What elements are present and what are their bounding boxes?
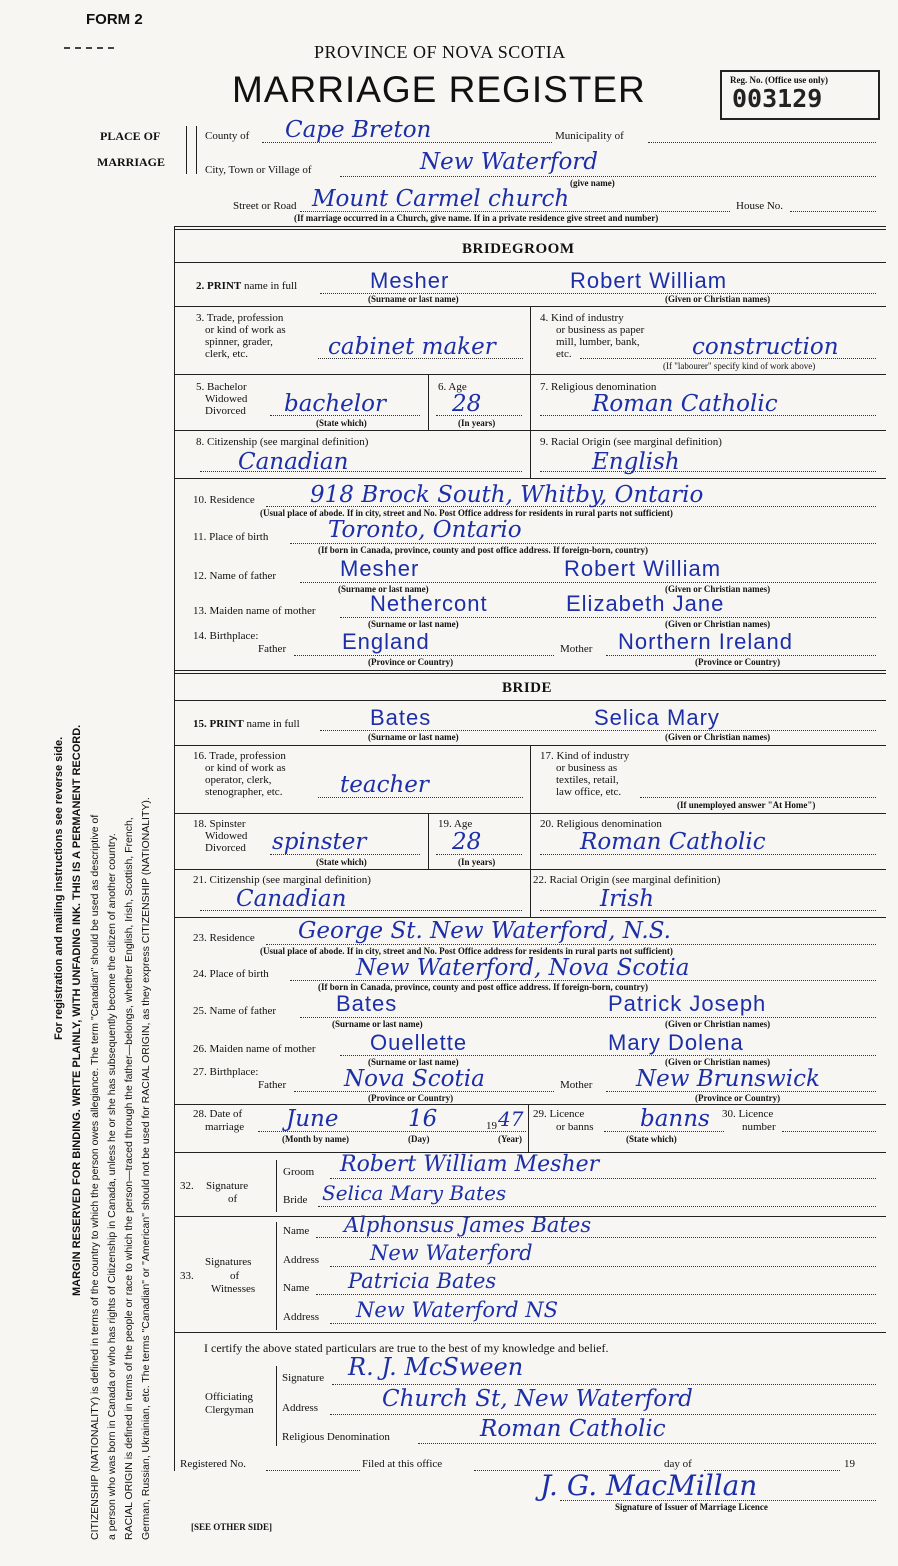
bride-status-note: (State which) [316, 857, 367, 867]
rule-m0 [174, 1104, 886, 1105]
city-line [340, 176, 876, 177]
issuer-signature: J. G. MacMillan [540, 1469, 758, 1502]
bride-surname-note: (Surname or last name) [368, 732, 459, 742]
groom-status-label-2: Widowed [205, 393, 248, 405]
witness-2-name: Patricia Bates [348, 1269, 497, 1293]
groom-bp-mother-label: Mother [560, 643, 593, 655]
groom-residence: 918 Brock South, Whitby, Ontario [310, 482, 704, 508]
groom-bp-mother-line [606, 655, 876, 656]
bride-racial-line [540, 910, 876, 911]
bride-bp-label: 27. Birthplace: [193, 1066, 259, 1078]
groom-bp-father-line [294, 655, 554, 656]
bride-status-label-2: Widowed [205, 830, 248, 842]
groom-birth: Toronto, Ontario [328, 517, 522, 543]
groom-given: Robert William [570, 268, 728, 293]
bride-father-surname-note: (Surname or last name) [332, 1019, 423, 1029]
bride-industry-label-1: 17. Kind of industry [540, 750, 630, 762]
groom-mother-surname-note: (Surname or last name) [368, 619, 459, 629]
margin-line-6: German, Russian, Ukrainian, etc. The terms "Canadian" or "American" should not be used for RACIAL ORIGIN, as they express CITIZENSHIP (NATIONALITY). [140, 797, 152, 1540]
year-note: (Year) [498, 1134, 522, 1144]
groom-sig-label: Groom [283, 1166, 315, 1178]
groom-father-given-note: (Given or Christian names) [665, 584, 771, 594]
licence-no-label-2: number [742, 1121, 776, 1133]
bride-bp-mother-note: (Province or Country) [695, 1093, 781, 1103]
bride-trade-label-1: 16. Trade, profession [193, 750, 286, 762]
page-title: MARRIAGE REGISTER [232, 69, 646, 110]
bride-surname: Bates [370, 705, 432, 730]
place-of-label: PLACE OF [100, 129, 161, 143]
bride-residence-line [266, 944, 876, 945]
groom-bp-father: England [342, 629, 430, 654]
city-label: City, Town or Village of [205, 164, 312, 176]
w2-name-line [316, 1294, 876, 1295]
groom-father-label: 12. Name of father [193, 570, 277, 582]
groom-bp-father-note: (Province or Country) [368, 657, 454, 667]
groom-industry: construction [692, 334, 839, 360]
groom-bp-mother: Northern Ireland [618, 629, 793, 654]
vrule-b4b [530, 813, 531, 869]
clergy-address-line [330, 1414, 876, 1415]
bride-father-given: Patrick Joseph [608, 991, 767, 1016]
groom-birth-note: (If born in Canada, province, county and post office address. If foreign-born, country) [318, 545, 649, 555]
clergy-address-label: Address [282, 1402, 319, 1414]
bride-industry-line [640, 797, 876, 798]
witness-1-address: New Waterford [370, 1241, 533, 1265]
bride-age: 28 [452, 829, 482, 855]
groom-trade-label-4: clerk, etc. [205, 348, 249, 360]
bride-sig-label: Bride [283, 1194, 308, 1206]
clergy-denom: Roman Catholic [480, 1416, 666, 1442]
rule-b0b [174, 673, 886, 674]
bride-mother-given: Mary Dolena [608, 1030, 744, 1055]
bride-birth-label: 24. Place of birth [193, 968, 269, 980]
marriage-year-prefix: 19 [486, 1120, 497, 1132]
margin-line-3: CITIZENSHIP (NATIONALITY) is defined in terms of the country to which the person owes allegiance. The term "Canadian" should be used as descriptive of [89, 814, 101, 1540]
street-value: Mount Carmel church [312, 186, 570, 212]
licence-no-line [782, 1131, 876, 1132]
bride-industry-label-3: textiles, retail, [556, 774, 619, 786]
vrule-b3 [530, 745, 531, 813]
place-brace-2 [196, 126, 197, 174]
groom-industry-note: (If "labourer" specify kind of work above) [663, 361, 816, 371]
groom-birth-line [290, 543, 876, 544]
groom-birth-label: 11. Place of birth [193, 531, 269, 543]
municipality-label: Municipality of [555, 130, 624, 142]
bride-sig-line [318, 1206, 876, 1207]
rule-b0 [174, 670, 886, 671]
groom-signature: Robert William Mesher [340, 1152, 600, 1177]
bride-name-line [320, 730, 876, 731]
house-line [790, 211, 876, 212]
clergy-signature: R. J. McSween [348, 1353, 524, 1381]
date-label-2: marriage [205, 1121, 245, 1133]
label-33: 33. [180, 1270, 194, 1282]
vrule-g3 [530, 306, 531, 374]
groom-industry-label-1: 4. Kind of industry [540, 312, 624, 324]
groom-father-surname: Mesher [340, 556, 420, 581]
bride-trade: teacher [340, 772, 429, 798]
marriage-label: MARRIAGE [97, 155, 165, 169]
groom-bp-label: 14. Birthplace: [193, 630, 259, 642]
issuer-line [560, 1500, 876, 1501]
groom-sig-line [330, 1178, 876, 1179]
registered-label: Registered No. [180, 1458, 246, 1470]
groom-mother-given-note: (Given or Christian names) [665, 619, 771, 629]
bride-signature: Selica Mary Bates [322, 1181, 507, 1205]
groom-status: bachelor [284, 391, 386, 417]
groom-status-note: (State which) [316, 418, 367, 428]
bride-mother-surname-note: (Surname or last name) [368, 1057, 459, 1067]
w1-name-label: Name [283, 1225, 310, 1237]
groom-trade-label-2: or kind of work as [205, 324, 286, 336]
clergy-brace [276, 1366, 277, 1446]
bride-age-label: 19. Age [438, 818, 473, 830]
groom-citizen: Canadian [238, 449, 349, 475]
margin-line-1: For registration and mailing instructions see reverse side. [53, 736, 65, 1040]
registered-line [266, 1470, 360, 1471]
bride-bp-father-note: (Province or Country) [368, 1093, 454, 1103]
groom-religion-label: 7. Religious denomination [540, 381, 657, 393]
sig-label-2: of [228, 1193, 238, 1205]
bride-bp-mother: New Brunswick [636, 1066, 820, 1092]
clergy-address: Church St, New Waterford [382, 1386, 693, 1412]
sig-label-1: Signature [206, 1180, 249, 1192]
clergy-denom-label: Religious Denomination [282, 1431, 390, 1443]
groom-surname-note: (Surname or last name) [368, 294, 459, 304]
bride-mother-line [340, 1055, 876, 1056]
house-label: House No. [736, 200, 784, 212]
groom-industry-label-3: mill, lumber, bank, [556, 336, 640, 348]
certify-text: I certify the above stated particulars are true to the best of my knowledge and belief. [204, 1341, 609, 1355]
municipality-line [648, 142, 876, 143]
w1-address-line [330, 1266, 876, 1267]
bride-trade-label-4: stenographer, etc. [205, 786, 283, 798]
clergy-denom-line [418, 1443, 876, 1444]
groom-given-note: (Given or Christian names) [665, 294, 771, 304]
month-note: (Month by name) [282, 1134, 349, 1144]
bride-bp-mother-label: Mother [560, 1079, 593, 1091]
groom-industry-label-2: or business as paper [556, 324, 645, 336]
groom-trade: cabinet maker [328, 334, 496, 360]
w2-address-label: Address [283, 1311, 320, 1323]
province-heading: PROVINCE OF NOVA SCOTIA [314, 42, 566, 62]
rule-g1 [174, 262, 886, 263]
vrule-m1 [528, 1104, 529, 1152]
groom-residence-note: (Usual place of abode. If in city, street and No. Post Office address for residents in rural parts not sufficient) [260, 508, 673, 518]
reg-no-box [720, 70, 880, 120]
frame-top [174, 226, 886, 227]
bride-status-label-1: 18. Spinster [193, 818, 246, 830]
year-label: 19 [844, 1458, 855, 1470]
bride-trade-label-2: or kind of work as [205, 762, 286, 774]
bride-mother-label: 26. Maiden name of mother [193, 1043, 316, 1055]
groom-status-label-1: 5. Bachelor [196, 381, 247, 393]
groom-mother-line [340, 617, 876, 618]
day-note: (Day) [408, 1134, 430, 1144]
bride-mother-surname: Ouellette [370, 1030, 468, 1055]
witness-1-name: Alphonsus James Bates [344, 1213, 592, 1237]
vrule-b4a [428, 813, 429, 869]
groom-bp-mother-note: (Province or Country) [695, 657, 781, 667]
sig-brace [276, 1160, 277, 1212]
wit-label-2: of [230, 1270, 240, 1282]
wit-brace [276, 1222, 277, 1330]
bride-religion-label: 20. Religious denomination [540, 818, 662, 830]
date-label-1: 28. Date of [193, 1108, 243, 1120]
bride-father-surname: Bates [336, 991, 398, 1016]
binding-margin [0, 0, 170, 1566]
groom-father-given: Robert William [564, 556, 722, 581]
marriage-year: 47 [498, 1107, 524, 1131]
groom-residence-label: 10. Residence [193, 494, 255, 506]
margin-line-4: a person who was born in Canada or who has rights of Citizenship in Canada, unless he or she has subsequently become the citizen of another country. [106, 833, 118, 1540]
bride-mother-given-note: (Given or Christian names) [665, 1057, 771, 1067]
county-label: County of [205, 130, 250, 142]
bride-given: Selica Mary [594, 705, 720, 730]
reg-no-label: Reg. No. (Office use only) [730, 75, 828, 85]
bride-given-note: (Given or Christian names) [665, 732, 771, 742]
clergy-label-1: Officiating [205, 1391, 254, 1403]
filed-label: Filed at this office [362, 1458, 443, 1470]
bride-bp-father: Nova Scotia [344, 1066, 485, 1092]
groom-father-line [300, 582, 876, 583]
groom-mother-surname: Nethercont [370, 591, 488, 616]
bride-citizen-label: 21. Citizenship (see marginal definition) [193, 874, 371, 886]
groom-trade-label-1: 3. Trade, profession [196, 312, 284, 324]
form-number: FORM 2 [86, 11, 143, 28]
margin-line-5: RACIAL ORIGIN is defined in terms of the people or race to which the person—traced through the father—belongs, whether English, Irish, Scottish, French, [123, 817, 135, 1540]
groom-father-surname-note: (Surname or last name) [338, 584, 429, 594]
bride-name-label: 15. PRINT name in full [193, 718, 300, 730]
clergy-label-2: Clergyman [205, 1404, 254, 1416]
w2-address-line [330, 1323, 876, 1324]
bride-residence-label: 23. Residence [193, 932, 255, 944]
licence-no-label-1: 30. Licence [722, 1108, 774, 1120]
groom-bp-father-label: Father [258, 643, 287, 655]
label-32: 32. [180, 1180, 194, 1192]
bride-citizen: Canadian [236, 886, 347, 912]
bride-industry-note: (If unemployed answer "At Home") [677, 800, 816, 810]
groom-age-note: (In years) [458, 418, 496, 428]
bride-racial: Irish [600, 886, 655, 912]
bride-bp-father-label: Father [258, 1079, 287, 1091]
w1-address-label: Address [283, 1254, 320, 1266]
groom-surname: Mesher [370, 268, 450, 293]
groom-racial: English [592, 449, 680, 475]
issuer-label: Signature of Issuer of Marriage Licence [615, 1502, 768, 1512]
bride-birth: New Waterford, Nova Scotia [356, 955, 690, 981]
place-note: (If marriage occurred in a Church, give name. If in a private residence give street and number) [294, 213, 659, 223]
vrule-g4b [530, 374, 531, 430]
see-other-side: [SEE OTHER SIDE] [191, 1522, 273, 1532]
bride-trade-label-3: operator, clerk, [205, 774, 272, 786]
bride-status: spinster [272, 829, 367, 855]
groom-racial-line [540, 471, 876, 472]
marriage-day: 16 [408, 1106, 438, 1132]
groom-name-label: 2. PRINT name in full [196, 280, 298, 292]
clergy-sig-line [332, 1384, 876, 1385]
groom-mother-given: Elizabeth Jane [566, 591, 725, 616]
wit-label-3: Witnesses [211, 1283, 256, 1295]
frame-top-2 [174, 229, 886, 230]
bride-father-line [300, 1017, 876, 1018]
groom-trade-label-3: spinner, grader, [205, 336, 273, 348]
groom-citizen-label: 8. Citizenship (see marginal definition) [196, 436, 369, 448]
groom-status-label-3: Divorced [205, 405, 246, 417]
bride-racial-label: 22. Racial Origin (see marginal definition) [533, 874, 721, 886]
bride-industry-label-2: or business as [556, 762, 618, 774]
witness-2-address: New Waterford NS [356, 1298, 558, 1322]
wit-label-1: Signatures [205, 1256, 252, 1268]
groom-religion: Roman Catholic [592, 391, 778, 417]
groom-racial-label: 9. Racial Origin (see marginal definition) [540, 436, 722, 448]
licence-label-1: 29. Licence [533, 1108, 585, 1120]
bride-father-given-note: (Given or Christian names) [665, 1019, 771, 1029]
vrule-g4a [428, 374, 429, 430]
bride-father-label: 25. Name of father [193, 1005, 277, 1017]
rule-g5 [174, 478, 886, 479]
city-value: New Waterford [420, 149, 599, 175]
rule-b1 [174, 700, 886, 701]
day-of-label: day of [664, 1458, 692, 1470]
reg-no-value: 003129 [732, 84, 823, 113]
licence-value: banns [640, 1106, 710, 1132]
groom-age: 28 [452, 391, 482, 417]
bride-religion: Roman Catholic [580, 829, 766, 855]
groom-age-label: 6. Age [438, 381, 467, 393]
bride-status-label-3: Divorced [205, 842, 246, 854]
groom-section-title: BRIDEGROOM [462, 241, 575, 257]
margin-line-2: MARGIN RESERVED FOR BINDING. WRITE PLAINLY, WITH UNFADING INK. THIS IS A PERMANENT RECORD. [71, 724, 83, 1296]
marriage-month: June [286, 1106, 339, 1132]
groom-mother-label: 13. Maiden name of mother [193, 605, 316, 617]
street-label: Street or Road [233, 200, 297, 212]
licence-label-2: or banns [556, 1121, 594, 1133]
city-note: (give name) [570, 178, 615, 188]
bride-age-note: (In years) [458, 857, 496, 867]
clergy-sig-label: Signature [282, 1372, 325, 1384]
licence-note: (State which) [626, 1134, 677, 1144]
vrule-b5 [530, 869, 531, 917]
bride-industry-label-4: law office, etc. [556, 786, 622, 798]
bride-birth-note: (If born in Canada, province, county and post office address. If foreign-born, country) [318, 982, 649, 992]
county-value: Cape Breton [285, 117, 432, 143]
groom-industry-label-4: etc. [556, 348, 572, 360]
rule-s2 [174, 1332, 886, 1333]
place-brace [186, 126, 187, 174]
w2-name-label: Name [283, 1282, 310, 1294]
bride-section-title: BRIDE [502, 680, 553, 696]
bride-residence-note: (Usual place of abode. If in city, street and No. Post Office address for residents in rural parts not sufficient) [260, 946, 673, 956]
vrule-g5 [530, 430, 531, 478]
bride-residence: George St. New Waterford, N.S. [298, 918, 671, 944]
